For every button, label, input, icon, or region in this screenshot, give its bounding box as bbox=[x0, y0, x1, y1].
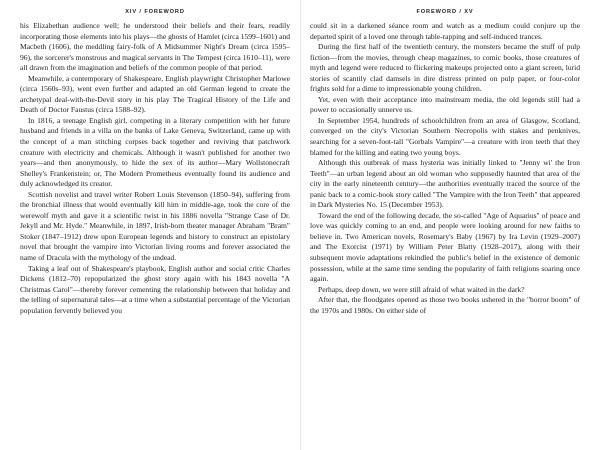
paragraph: Yet, even with their acceptance into mainstream media, the old legends still had a power to occasionally unnerve us. bbox=[310, 94, 580, 115]
paragraph: Perhaps, deep down, we were still afraid of what waited in the dark? bbox=[318, 284, 525, 294]
paragraph: Toward the end of the following decade, the so-called "Age of Aquarius" of peace and love was quickly coming to an end, and people were looking around for new faiths to believe in. Two American novels, Rosemary's Baby (1967) by Ira Levin (1929–2007) and The Exorcist (1971) by William Peter Blatty (1928–2017), along with their subsequent movie adaptations rekindled the public's belief in the existence of demonic possession, while at the same time sending the popularity of faith religions soaring once again. bbox=[310, 210, 580, 284]
paragraph: his Elizabethan audience well; he understood their beliefs and their fears, readily incorporating those elements into his plays—the ghosts of Hamlet (circa 1599–1601) and Macbeth (1606), the meddling fairy-folk of A Midsummer Night's Dream (circa 1595–96), the sorcerer's monstrous and magical servants in The Tempest (circa 1610–11), were all drawn from the imagination and beliefs of the common people of that period. bbox=[20, 21, 290, 73]
paragraph: After that, the floodgates opened as those two books ushered in the "horror boom" of the 1970s and 1980s. On either side of bbox=[310, 295, 580, 315]
left-page-body bbox=[20, 21, 290, 316]
paragraph: Although this outbreak of mass hysteria was initially linked to "Jenny wi' the Iron Teeth"—an urban legend about an old woman who supposedly haunted that area of the city in the early nineteenth century—the authorities eventually traced the source of the panic back to a comic-book story called "The Vampire with the Iron Teeth" that appeared in Dark Mysteries No. 15 (December 1953). bbox=[310, 158, 580, 210]
paragraph: could sit in a darkened séance room and watch as a medium could conjure up the departed spirit of a loved one through table-rapping and self-induced trances. bbox=[310, 21, 580, 41]
right-running-header: FOREWORD / XV bbox=[416, 9, 474, 15]
right-page bbox=[310, 0, 580, 450]
paragraph: Meanwhile, a contemporary of Shakespeare, English playwright Christopher Marlowe (circa 1560s–93), went even further and adapted an old German legend to create the archetypal deal-with-the-Devil story in his play The Tragical History of the Life and Death of Doctor Faustus (circa 1588–92). bbox=[20, 73, 290, 115]
paragraph: In September 1954, hundreds of schoolchildren from an area of Glasgow, Scotland, converged on the city's Victorian Southern Necropolis with stakes and penknives, searching for a seven-foot-tall "Gorbals Vampire"—a creature with iron teeth that they blamed for the killing and eating two young boys. bbox=[310, 115, 580, 157]
right-page-body bbox=[310, 21, 580, 316]
paragraph: In 1816, a teenage English girl, competing in a literary competition with her future husband and friends in a villa on the banks of Lake Geneva, Switzerland, came up with the concept of a man stitching corpses back together and reviving that patchwork creature with electricity and chemicals. Although it wasn't published for another two years—and then anonymously, to hide the sex of its author—Mary Wollstonecraft Shelley's Frankenstein; or, The Modern Prometheus eventually found its audience and duly acknowledged its creator. bbox=[20, 115, 290, 189]
page-gutter bbox=[300, 0, 301, 450]
paragraph: Taking a leaf out of Shakespeare's playbook, English author and social critic Charles Dickens (1812–70) repopularized the ghost story again with his 1843 novella "A Christmas Carol"—thereby forever cementing the relationship between that holiday and the telling of supernatural tales—at a time when a substantial percentage of the Victorian population fervently believed you bbox=[20, 263, 290, 315]
left-page bbox=[20, 0, 290, 450]
paragraph: Scottish novelist and travel writer Robert Louis Stevenson (1850–94), suffering from the bronchial illness that would eventually kill him in middle-age, took the core of the werewolf myth and gave it a scientific twist in his 1886 novella "Strange Case of Dr. Jekyll and Mr. Hyde." Meanwhile, in 1897, Irish-born theater manager Abraham "Bram" Stoker (1847–1912) drew upon European legends and history to construct an epistolary novel that brought the vampire into Victorian living rooms and forever associated the name of Dracula with the mythology of the undead. bbox=[20, 189, 290, 263]
paragraph: During the first half of the twentieth century, the monsters became the stuff of pulp fiction—from the movies, through cheap magazines, to comic books, those creatures of myth and legend were reduced to flickering makeups projected onto a giant screen, lurid stories of scantily clad damsels in dire distress printed on pulp paper, or four-color frights sold for a dime to impressionable young children. bbox=[310, 42, 580, 94]
left-running-header: XIV / FOREWORD bbox=[125, 9, 185, 15]
